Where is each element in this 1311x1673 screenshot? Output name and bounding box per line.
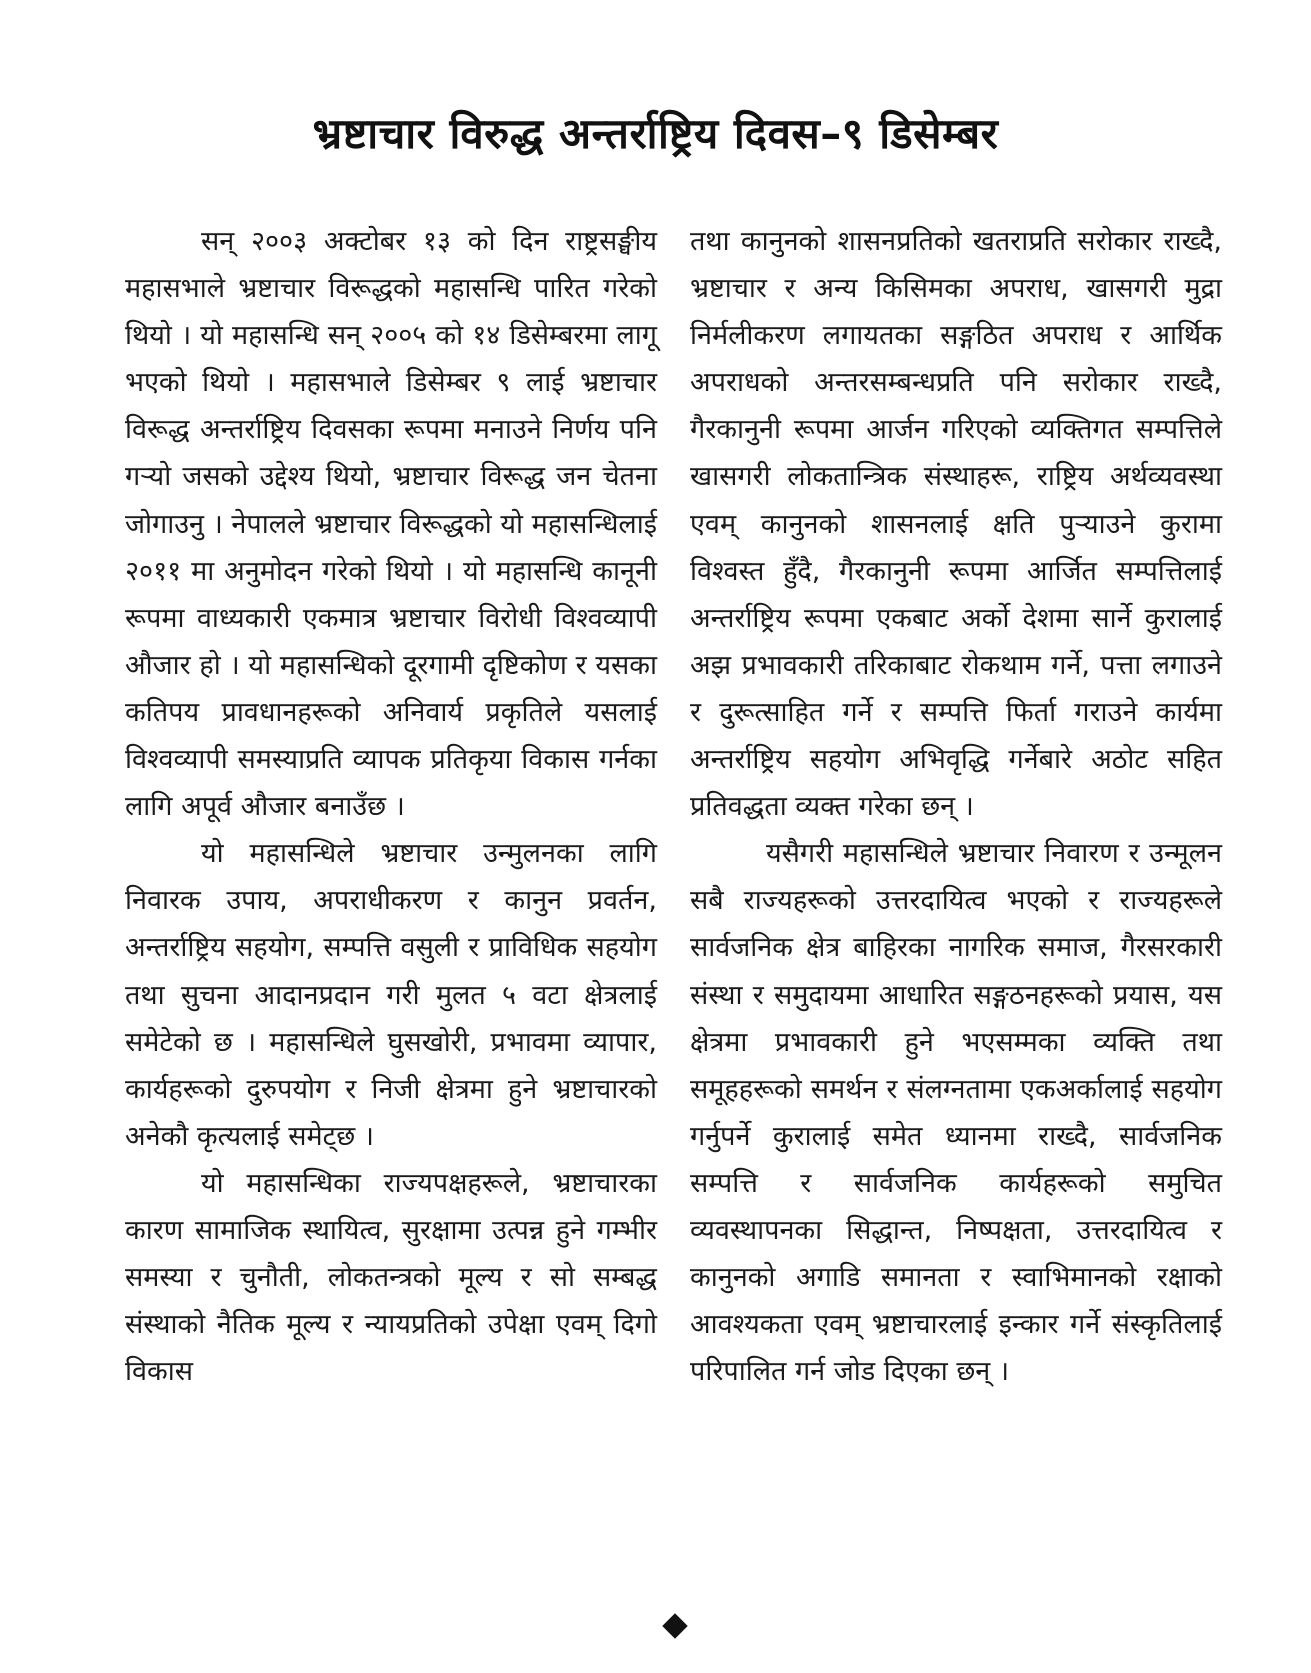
right-paragraph-2: यसैगरी महासन्धिले भ्रष्टाचार निवारण र उन्मूलन सबै राज्यहरूको उत्तरदायित्व भएको र राज्यहरूले सार्वजनिक क्षेत्र बाहिरका नागरिक समाज, गैरसरकारी संस्था र समुदायमा आधारित सङ्गठनहरूको प्रयास, यस क्षेत्रमा प्रभावकारी हुने भएसम्मका व्यक्ति तथा समूहहरूको समर्थन र संलग्नतामा एकअर्कालाई सहयोग गर्नुपर्ने कुरालाई समेत ध्यानमा राख्दै, सार्वजनिक सम्पत्ति र सार्वजनिक कार्यहरूको समुचित व्यवस्थापनका सिद्धान्त, निष्पक्षता, उत्तरदायित्व र कानुनको अगाडि समानता र स्वाभिमानको रक्षाको आवश्यकता एवम् भ्रष्टाचारलाई इन्कार गर्ने संस्कृतिलाई परिपालित गर्न जोड दिएका छन् । xyxy=(690,838,1222,1388)
left-column xyxy=(125,218,657,1395)
left-paragraph-1: सन् २००३ अक्टोबर १३ को दिन राष्ट्रसङ्घीय महासभाले भ्रष्टाचार विरूद्धको महासन्धि पारित गरेको थियो । यो महासन्धि सन् २००५ को १४ डिसेम्बरमा लागू भएको थियो । महासभाले डिसेम्बर ९ लाई भ्रष्टाचार विरूद्ध अन्तर्राष्ट्रिय दिवसका रूपमा मनाउने निर्णय पनि गऱ्यो जसको उद्देश्य थियो, भ्रष्टाचार विरूद्ध जन चेतना जोगाउनु । नेपालले भ्रष्टाचार विरूद्धको यो महासन्धिलाई २०११ मा अनुमोदन गरेको थियो । यो महासन्धि कानूनी रूपमा वाध्यकारी एकमात्र भ्रष्टाचार विरोधी विश्वव्यापी औजार हो । यो महासन्धिको दूरगामी दृष्टिकोण र यसका कतिपय प्रावधानहरूको अनिवार्य प्रकृतिले यसलाई विश्वव्यापी समस्याप्रति व्यापक प्रतिकृया विकास गर्नका लागि अपूर्व औजार बनाउँछ । xyxy=(125,226,657,823)
right-column xyxy=(690,218,1222,1395)
black-diamond-icon xyxy=(662,1613,687,1638)
left-paragraph-2: यो महासन्धिले भ्रष्टाचार उन्मुलनका लागि निवारक उपाय, अपराधीकरण र कानुन प्रवर्तन, अन्तर्राष्ट्रिय सहयोग, सम्पत्ति वसुली र प्राविधिक सहयोग तथा सुचना आदानप्रदान गरी मुलत ५ वटा क्षेत्रलाई समेटेको छ । महासन्धिले घुसखोरी, प्रभावमा व्यापार, कार्यहरूको दुरुपयोग र निजी क्षेत्रमा हुने भ्रष्टाचारको अनेकौ कृत्यलाई समेट्छ । xyxy=(125,838,657,1152)
page-title: भ्रष्टाचार विरुद्ध अन्तर्राष्ट्रिय दिवस–९ डिसेम्बर xyxy=(312,109,999,158)
right-paragraph-1: तथा कानुनको शासनप्रतिको खतराप्रति सरोकार राख्दै, भ्रष्टाचार र अन्य किसिमका अपराध, खासगरी मुद्रा निर्मलीकरण लगायतका सङ्गठित अपराध र आर्थिक अपराधको अन्तरसम्बन्धप्रति पनि सरोकार राख्दै, गैरकानुनी रूपमा आर्जन गरिएको व्यक्तिगत सम्पत्तिले खासगरी लोकतान्त्रिक संस्थाहरू, राष्ट्रिय अर्थव्यवस्था एवम् कानुनको शासनलाई क्षति पुऱ्याउने कुरामा विश्वस्त हुँदै, गैरकानुनी रूपमा आर्जित सम्पत्तिलाई अन्तर्राष्ट्रिय रूपमा एकबाट अर्को देशमा सार्ने कुरालाई अझ प्रभावकारी तरिकाबाट रोकथाम गर्ने, पत्ता लगाउने र दुरूत्साहित गर्ने र सम्पत्ति फिर्ता गराउने कार्यमा अन्तर्राष्ट्रिय सहयोग अभिवृद्धि गर्नेबारे अठोट सहित प्रतिवद्धता व्यक्त गरेका छन् । xyxy=(690,226,1222,823)
left-paragraph-3: यो महासन्धिका राज्यपक्षहरूले, भ्रष्टाचारका कारण सामाजिक स्थायित्व, सुरक्षामा उत्पन्न हुने गम्भीर समस्या र चुनौती, लोकतन्त्रको मूल्य र सो सम्बद्ध संस्थाको नैतिक मूल्य र न्यायप्रतिको उपेक्षा एवम् दिगो विकास xyxy=(125,1167,657,1388)
